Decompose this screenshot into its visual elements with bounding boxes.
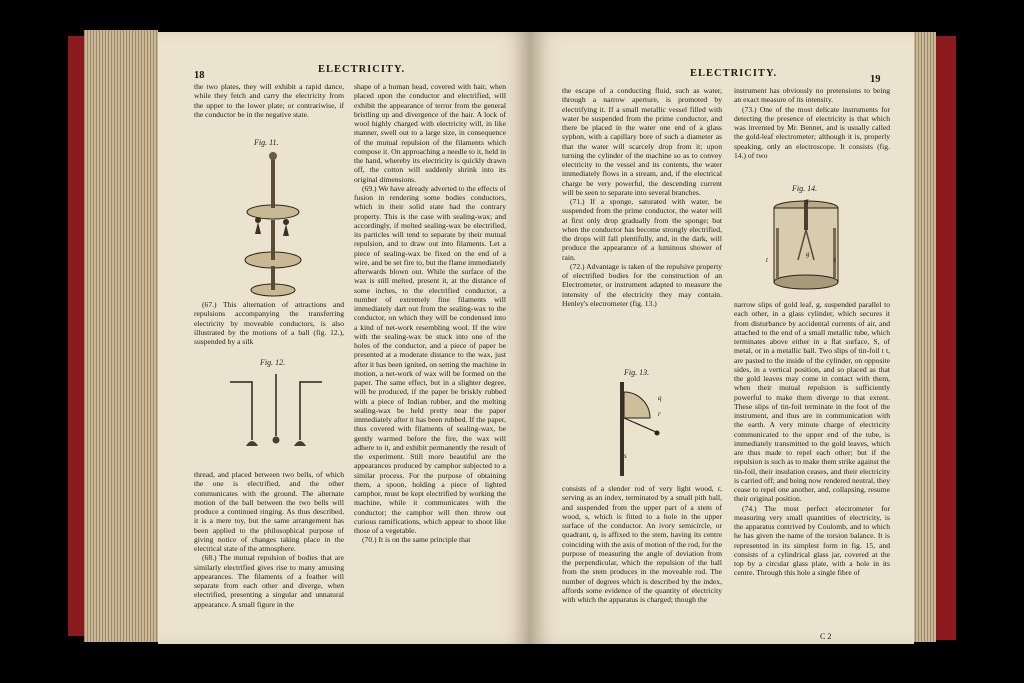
right-page (530, 32, 914, 644)
page-number: 18 (194, 70, 205, 81)
figure-caption: Fig. 11. (254, 138, 279, 147)
paragraph: shape of a human head, covered with hair, when placed upon the conductor and electrified, will exhibit the appearance of terror from the general bristling up and divergence of the hair. A lock of wool highly charged with electricity will, in like manner, swell out to a large size, in consequence of the mutual repulsion of the filaments which compose it. On approaching a needle to it, held in the hand, whereby its electricity is quickly drawn off, the cotton will suddenly shrink into its original dimensions. (354, 82, 506, 184)
paragraph-71: (71.) If a sponge, saturated with water, be suspended from the prime conductor, the water will at first only drop gradually from the sponge; but when the conductor has become strongly electrified, the drops will fall plentifully, and, in the dark, will produce the appearance of a luminous shower of rain. (562, 197, 722, 262)
paragraph-69: (69.) We have already adverted to the effects of fusion in rendering some bodies conductors, which in their solid state had the contrary property. This is the case with sealing-wax; and accordingly, if melted sealing-wax be electrified, its particles will tend to separate by their mutual repulsion, and to draw out into filaments. Let a piece of sealing-wax be fixed on the end of a wire, and be set fire to, but the flame immediately afterwards blown out. While the surface of the wax is still melted, present it, at the distance of some inches, to the electrified conductor, a number of extremely fine filaments will immediately dart out from the sealing-wax to the conductor, on which they will be condensed into a kind of net-work resembling wool. If the wire with the sealing-wax be stuck into one of the holes of the conductor, and a piece of paper be presented at a moderate distance to the wax, just after it has been ignited, on setting the machine in motion, a net-work of wax will be formed on the paper. The same effect, but in a slighter degree, will be produced, if the paper be briskly rubbed with a piece of Indian rubber, and the melting sealing-wax be held pretty near the paper immediately after it has been rubbed. If the paper, thus covered with filaments of sealing-wax, be gently warmed before the fire, the wax will adhere to it, and exhibit permanently the result of the experiment. Still more beautiful are the appearances produced by camphor subjected to a similar process. For the purpose of obtaining them, a spoon, holding a piece of lighted camphor, must be kept electrified by working the machine, while it communicates with the conductor; the camphor will then throw out curious ramifications, which appear to shoot like those of a vegetable. (354, 183, 506, 535)
paragraph-74: (74.) The most perfect electrometer for measuring very small quantities of electricity, is the apparatus contrived by Coulomb, and to which he has given the name of the torsion balance. It is represented in its simplest form in fig. 15, and consists of a cylindrical glass jar, covered at the top by a circular glass plate, with a hole in its centre. Through this hole a single fibre of (734, 503, 890, 578)
page-edges-left (84, 30, 158, 642)
fig-13-letter-q: q (658, 394, 662, 402)
figure-caption: Fig. 14. (792, 184, 818, 193)
fig-12-illustration (226, 374, 326, 454)
fig-13-letter-s: s (624, 452, 627, 460)
running-head: ELECTRICITY. (690, 68, 778, 79)
paragraph-68: (68.) The mutual repulsion of bodies that are similarly electrified gives rise to many amusing appearances. The filaments of a feather will separate from each other and diverge, when electrified, presenting a singular and unnatural appearance. A small figure in the (194, 553, 344, 609)
left-page (158, 32, 530, 644)
text-column-1-bottom (562, 484, 722, 632)
paragraph: the escape of a conducting fluid, such as water, through a narrow aperture, is promoted by electrifying it. If a small metallic vessel filled with water be suspended from the prime conductor, and there be placed in the water one end of a glass syphon, with a capillary bore of such a diameter as that the water will scarcely drop from it; upon turning the cylinder of the machine so as to convey electricity to the vessel and its contents, the water immediately flows in a stream, and, if the electrical charge be very powerful, the descending current will be seen to separate into several branches. (562, 86, 722, 197)
paragraph-72: (72.) Advantage is taken of the repulsive property of electrified bodies for the construction of an Electrometer, or instrument adapted to measure the intensity of the electricity they may contain. Henley's electrometer (fig. 13.) (562, 261, 722, 308)
fig-14-letter-S: S (805, 198, 809, 206)
fig-14-letter-t-right: t (834, 256, 836, 264)
running-head: ELECTRICITY. (318, 64, 406, 75)
text-column-1-middle (194, 300, 344, 358)
fig-14-letter-t-left: t (766, 256, 768, 264)
fig-13-letter-r: r (658, 410, 661, 418)
paragraph: the two plates, they will exhibit a rapid dance, while they fetch and carry the electricity from the upper to the lower plate; or contrariwise, if the conductor be in the negative state. (194, 82, 344, 119)
text-column-2-bottom (734, 300, 890, 632)
fig-14-illustration (766, 198, 846, 294)
figure-caption: Fig. 13. (624, 368, 650, 377)
text-column-2 (354, 82, 506, 630)
paragraph-73: (73.) One of the most delicate instruments for detecting the presence of electricity is that which was invented by Mr. Bennet, and is usually called the gold-leaf electrometer; although it is, properly speaking, only an electroscope. It consists (fig. 14.) of two (734, 104, 890, 160)
fig-11-illustration (228, 148, 318, 298)
fig-13-illustration (612, 380, 692, 480)
paragraph: instrument has obviously no pretensions to being an exact measure of its intensity. (734, 86, 890, 105)
text-column-1 (562, 86, 722, 386)
paragraph: thread, and placed between two bells, of which the one is electrified, and the other communicates with the ground. The alternate motion of the ball between the two bells will produce a continued ringing. As thus described, it is a mere toy, but the same arrangement has been applied to the philosophical purpose of giving notice of changes taking place in the electrical state of the atmosphere. (194, 470, 344, 553)
page-number: 19 (870, 74, 881, 85)
paragraph: narrow slips of gold leaf, g, suspended parallel to each other, in a glass cylinder, which secures it from disturbance by accidental currents of air, and attached to the end of a small metallic tube, which terminates above either in a flat surface, S, of metal, or in a metallic ball. Two slips of tin-foil t t, are pasted to the inside of the cylinder, on opposite sides, in a vertical position, and so placed as that the gold leaves may come in contact with them, when their mutual repulsion is sufficiently powerful to make them diverge to that extent. These slips of tin-foil terminate in the foot of the instrument, and thus are in communication with the earth. A very minute charge of electricity communicated to the upper end of the tube, is immediately transmitted to the gold leaves, which are thus made to repel each other; but if the repulsion is such as to make them strike against the tin-foil, their insulation ceases, and their electricity is carried off; and being now rendered neutral, they cease to repel one another, and, collapsing, resume their original position. (734, 300, 890, 504)
page-edges-right (912, 32, 936, 642)
text-column-2 (734, 86, 890, 216)
paragraph-70: (70.) It is on the same principle that (362, 535, 471, 545)
fig-14-letter-g: g (806, 250, 810, 258)
paragraph-67: (67.) This alternation of attractions and repulsions accompanying the transferring electricity by moveable conductors, is also illustrated by the motions of a ball (fig. 12.), suspended by a silk (194, 300, 344, 346)
printer-signature: C 2 (820, 632, 832, 641)
paragraph: consists of a slender rod of very light wood, r, serving as an index, terminated by a small pith ball, and suspended from the upper part of a stem of wood, s, which is fitted to a hole in the upper surface of the conductor. An ivory semicircle, or quadrant, q, is affixed to the stem, having its centre coinciding with the axis of motion of the rod, for the purpose of measuring the angle of deviation from the perpendicular, which the repulsion of the ball from the stem produces in the moveable rod. The number of degrees which is described by the index, affords some evidence of the quantity of electricity with which the apparatus is charged; though the (562, 484, 722, 604)
text-column-1-bottom (194, 470, 344, 628)
figure-caption: Fig. 12. (260, 358, 286, 367)
